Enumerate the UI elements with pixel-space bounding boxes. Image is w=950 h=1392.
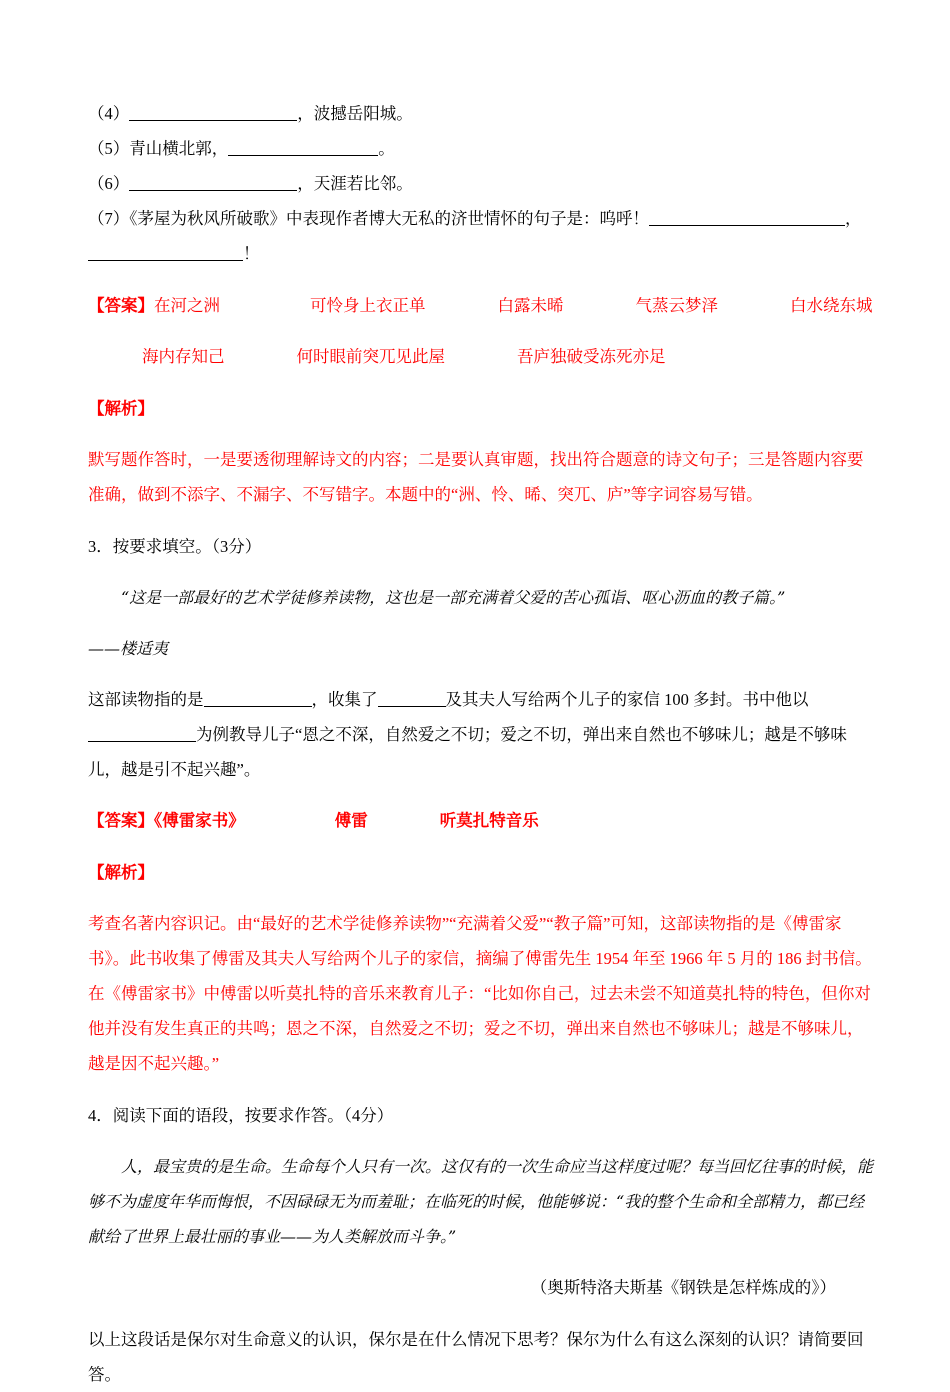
q2-item7-comma: ，: [845, 209, 862, 228]
q3-attribution: ——楼适夷: [88, 638, 169, 658]
q4-question: 以上这段话是保尔对生命意义的认识，保尔是在什么情况下思考？保尔为什么有这么深刻的认识？请简要回答。: [88, 1329, 864, 1384]
fill-blank[interactable]: [129, 104, 297, 121]
q3-explain-label: 【解析】: [88, 862, 154, 882]
answer-item: 气蒸云梦泽: [635, 295, 718, 315]
q3-explain-text: 考查名著内容识记。由“最好的艺术学徒修养读物”“充满着父爱”“教子篇”可知，这部读物指的是《傅雷家书》。此书收集了傅雷及其夫人写给两个儿子的家信，摘编了傅雷先生 1954 年至 1966 年 5 月的 186 封书信。在《傅雷家书》中傅雷以听莫扎特的音乐来教育儿子：“比如你自己，过去未尝不知道莫扎特的特色，但你对他并没有发生真正的共鸣；恩之不深，自然爱之不切；爱之不切，弹出来自然也不够味儿；越是不够味儿，越是因不起兴趣。”: [88, 914, 872, 1073]
q3-quote: “这是一部最好的艺术学徒修养读物，这也是一部充满着父爱的苦心孤诣、呕心沥血的教子篇。”: [121, 587, 786, 607]
fill-blank[interactable]: [88, 244, 243, 261]
q3-body-text: 这部读物指的是: [88, 689, 204, 709]
answer-item: 吾庐独破受冻死亦足: [517, 347, 666, 366]
fill-blank[interactable]: [88, 725, 196, 742]
q3-body-text: ，收集了: [311, 689, 378, 709]
q4-passage: 人，最宝贵的是生命。生命每个人只有一次。这仅有的一次生命应当这样度过呢？每当回忆往事的时候，能够不为虚度年华而悔恨，不因碌碌无为而羞耻；在临死的时候，他能够说：“我的整个生命和全部精力，都已经献给了世界上最壮丽的事业——为人类解放而斗争。”: [88, 1156, 874, 1246]
answer-item: 白水绕东城: [790, 295, 873, 315]
q3-stem: 3．按要求填空。（3分）: [88, 536, 262, 556]
answer-item: 海内存知己: [142, 347, 225, 366]
q2-item4-suffix: ，波撼岳阳城。: [297, 104, 413, 123]
q3-body-text: 及其夫人写给两个儿子的家信 100 多封。书中他以: [445, 689, 809, 709]
answer-label: 【答案】: [88, 295, 154, 315]
fill-blank[interactable]: [228, 139, 378, 156]
q2-item-4: [88, 96, 878, 131]
answer-item: 在河之洲: [154, 295, 220, 315]
q2-answer-line-1: [88, 288, 878, 323]
fill-blank[interactable]: [649, 209, 845, 226]
q2-item-7-line1: [88, 201, 878, 236]
fill-blank[interactable]: [378, 690, 446, 707]
answer-item: 可怜身上衣正单: [310, 295, 426, 315]
q4-source: （奥斯特洛夫斯基《钢铁是怎样炼成的》）: [530, 1278, 836, 1297]
q2-item7-excl: ！: [243, 244, 260, 263]
answer-label: 【答案】: [88, 811, 154, 830]
q2-item7-text: （7）《茅屋为秋风所破歌》中表现作者博大无私的济世情怀的句子是：呜呼！: [88, 209, 649, 228]
answer-item: 听莫扎特音乐: [439, 811, 539, 830]
q3-body-line1: [88, 682, 878, 717]
answer-item: 何时眼前突兀见此屋: [296, 347, 445, 366]
fill-blank[interactable]: [129, 174, 297, 191]
q2-explain-label: 【解析】: [88, 398, 154, 418]
answer-item: 白露未晞: [497, 295, 564, 315]
q2-explain-text: 默写题作答时，一是要透彻理解诗文的内容；二是要认真审题，找出符合题意的诗文句子；三是答题内容要准确，做到不添字、不漏字、不写错字。本题中的“洲、怜、晞、突兀、庐”等字词容易写错。: [88, 450, 864, 504]
q2-item-5: [88, 131, 878, 166]
q2-item-7-line2: [88, 236, 878, 271]
q2-item6-suffix: ，天涯若比邻。: [297, 174, 413, 193]
q2-item5-suffix: 。: [378, 139, 395, 158]
q2-item5-prefix: （5）青山横北郭，: [88, 139, 229, 158]
answer-item: 《傅雷家书》: [154, 811, 245, 830]
q2-item6-prefix: （6）: [88, 174, 130, 193]
q3-body-line2: [88, 717, 878, 787]
q2-answer-line-2: [88, 339, 878, 374]
q4-stem: 4．阅读下面的语段，按要求作答。（4分）: [88, 1105, 394, 1125]
q2-item4-prefix: （4）: [88, 104, 130, 123]
q2-item-6: [88, 166, 878, 201]
document-body: [88, 96, 878, 1392]
answer-item: 傅雷: [334, 811, 368, 830]
q3-answer-line: [88, 803, 878, 838]
q3-body-text: 为例教导儿子“恩之不深，自然爱之不切；爱之不切，弹出来自然也不够味儿；越是不够味儿，越是引不起兴趣”。: [88, 724, 847, 779]
fill-blank[interactable]: [204, 690, 312, 707]
